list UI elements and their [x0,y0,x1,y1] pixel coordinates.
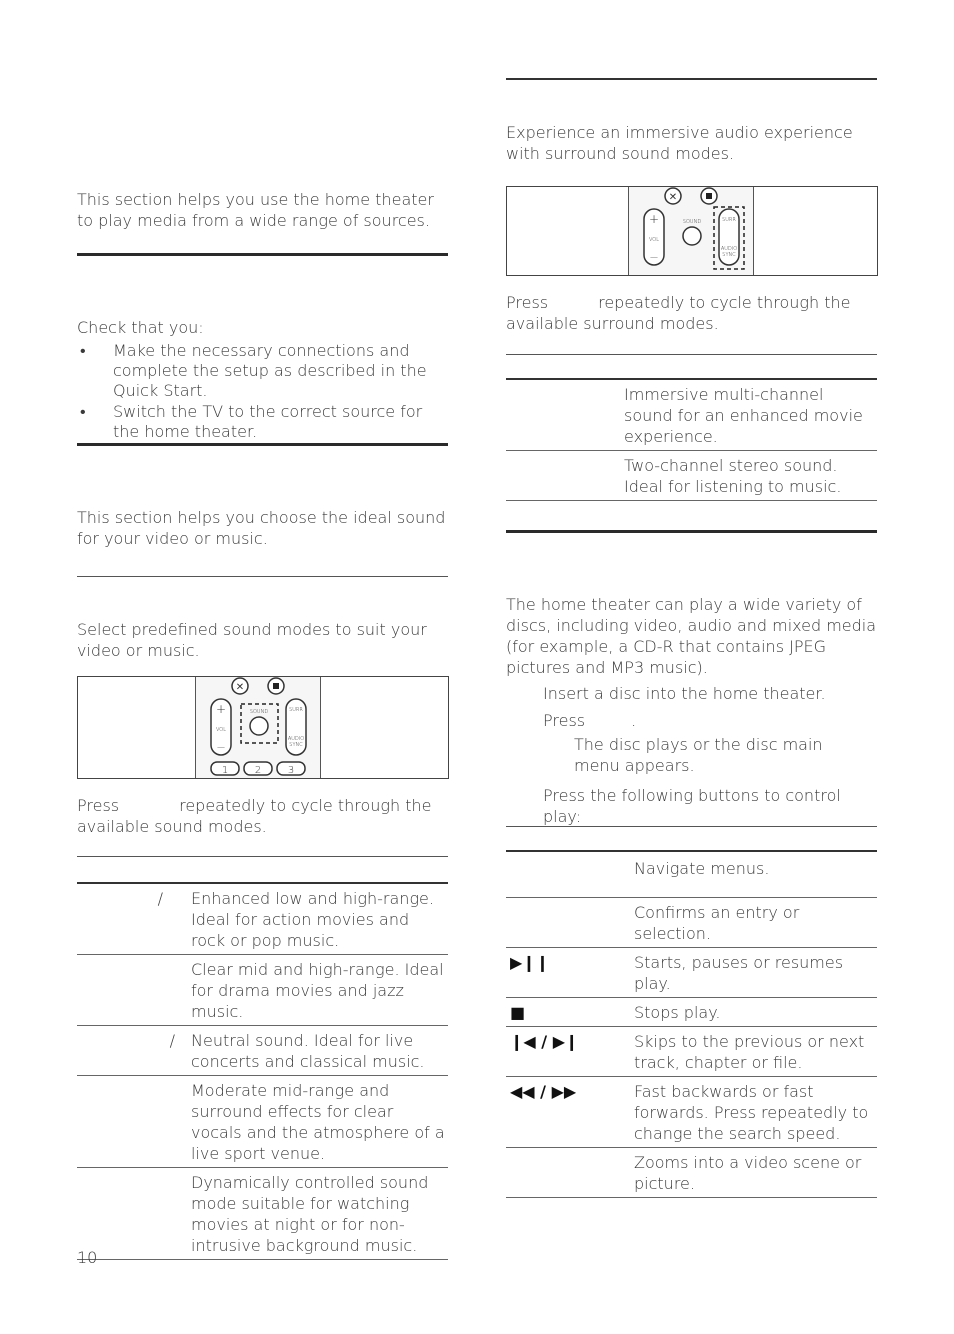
section-rule [77,443,448,446]
step-3: Press the following buttons to control play: [543,786,841,826]
num-1-label: 1 [221,765,229,776]
table-row: Zooms into a video scene or picture. [506,1148,877,1198]
vol-minus-label: — [650,253,658,262]
subsection-rule [506,826,877,827]
table-row: ■ Stops play. [506,998,877,1027]
step-2: Press . [543,711,637,730]
play-controls-table [506,850,877,1198]
vol-label: VOL [215,727,227,733]
step-2-result: The disc plays or the disc main menu appears. [574,735,823,775]
num-2-label: 2 [254,765,262,776]
remote-panel [628,186,754,276]
sync-label: SYNC [289,742,303,748]
vol-plus-label: + [215,702,227,716]
section-rule [77,253,448,256]
vol-plus-label: + [648,212,660,226]
table-row: Moderate mid-range and surround effects for clear vocals and the atmosphere of a live sport venue. [77,1076,448,1168]
sound-modes-table [77,882,448,1260]
check-intro: Check that you: [77,318,204,337]
subsection-rule [77,576,448,577]
sound-intro: This section helps you choose the ideal sound for your video or music. [77,508,446,548]
section-rule [506,530,877,533]
table-row: Dynamically controlled sound mode suitable for watching movies at night or for non-intrusive background music. [77,1168,448,1260]
subsection-rule [506,354,877,355]
fast-search-icon: ◀◀ / ▶▶ [506,1077,634,1148]
step-1: Insert a disc into the home theater. [543,684,826,703]
table-row: Navigate menus. [506,851,877,898]
table-row: / Neutral sound. Ideal for live concerts and classical music. [77,1026,448,1076]
remote-buttons-graphic [629,186,753,275]
press-surround-instruction: Press repeatedly to cycle through the available surround modes. [506,293,851,333]
audio-label: AUDIO [287,736,305,742]
surr-label: SURR [722,217,736,223]
intro-text: This section helps you use the home theater to play media from a wide range of sources. [77,190,434,230]
table-row: ▶❙❙ Starts, pauses or resumes play. [506,948,877,998]
list-item: • Switch the TV to the correct source for the home theater. [80,402,423,441]
num-3-label: 3 [287,765,295,776]
table-row: ❙◀ / ▶❙ Skips to the previous or next track, chapter or file. [506,1027,877,1077]
surround-intro: Experience an immersive audio experience with surround sound modes. [506,123,853,163]
sound-label: SOUND [682,219,702,225]
remote-figure-surround [506,186,878,276]
table-row: Clear mid and high-range. Ideal for drama movies and jazz music. [77,955,448,1026]
skip-icon: ❙◀ / ▶❙ [506,1027,634,1077]
press-sound-instruction: Press repeatedly to cycle through the available sound modes. [77,796,432,836]
table-row: Two-channel stereo sound. Ideal for listening to music. [506,451,877,501]
remote-panel [195,676,321,779]
sync-label: SYNC [722,252,736,258]
vol-label: VOL [648,237,660,243]
table-row: ◀◀ / ▶▶ Fast backwards or fast forwards. Press repeatedly to change the search speed. [506,1077,877,1148]
svg-text:✕: ✕ [668,192,678,203]
svg-text:✕: ✕ [235,682,245,693]
subsection-rule [77,856,448,857]
section-rule [506,78,877,80]
table-row: Confirms an entry or selection. [506,898,877,948]
table-row: Immersive multi-channel sound for an enhanced movie experience. [506,379,877,451]
surround-modes-table [506,378,877,501]
audio-label: AUDIO [720,246,738,252]
table-row: / Enhanced low and high-range. Ideal for action movies and rock or pop music. [77,883,448,955]
vol-minus-label: — [217,743,225,752]
sound-label: SOUND [249,709,269,715]
remote-figure-sound [77,676,449,779]
list-item: • Make the necessary connections and complete the setup as described in the Quick Start. [80,341,427,400]
stop-icon: ■ [506,998,634,1027]
remote-buttons-graphic [196,676,320,779]
surr-label: SURR [289,707,303,713]
check-list [77,341,449,443]
sound-mode-intro: Select predefined sound modes to suit your video or music. [77,620,427,660]
page-number: 10 [77,1248,98,1267]
play-pause-icon: ▶❙❙ [506,948,634,998]
disc-intro: The home theater can play a wide variety of discs, including video, audio and mixed media (for example, a CD-R that contains JPEG pictures and MP3 music). [506,595,877,677]
